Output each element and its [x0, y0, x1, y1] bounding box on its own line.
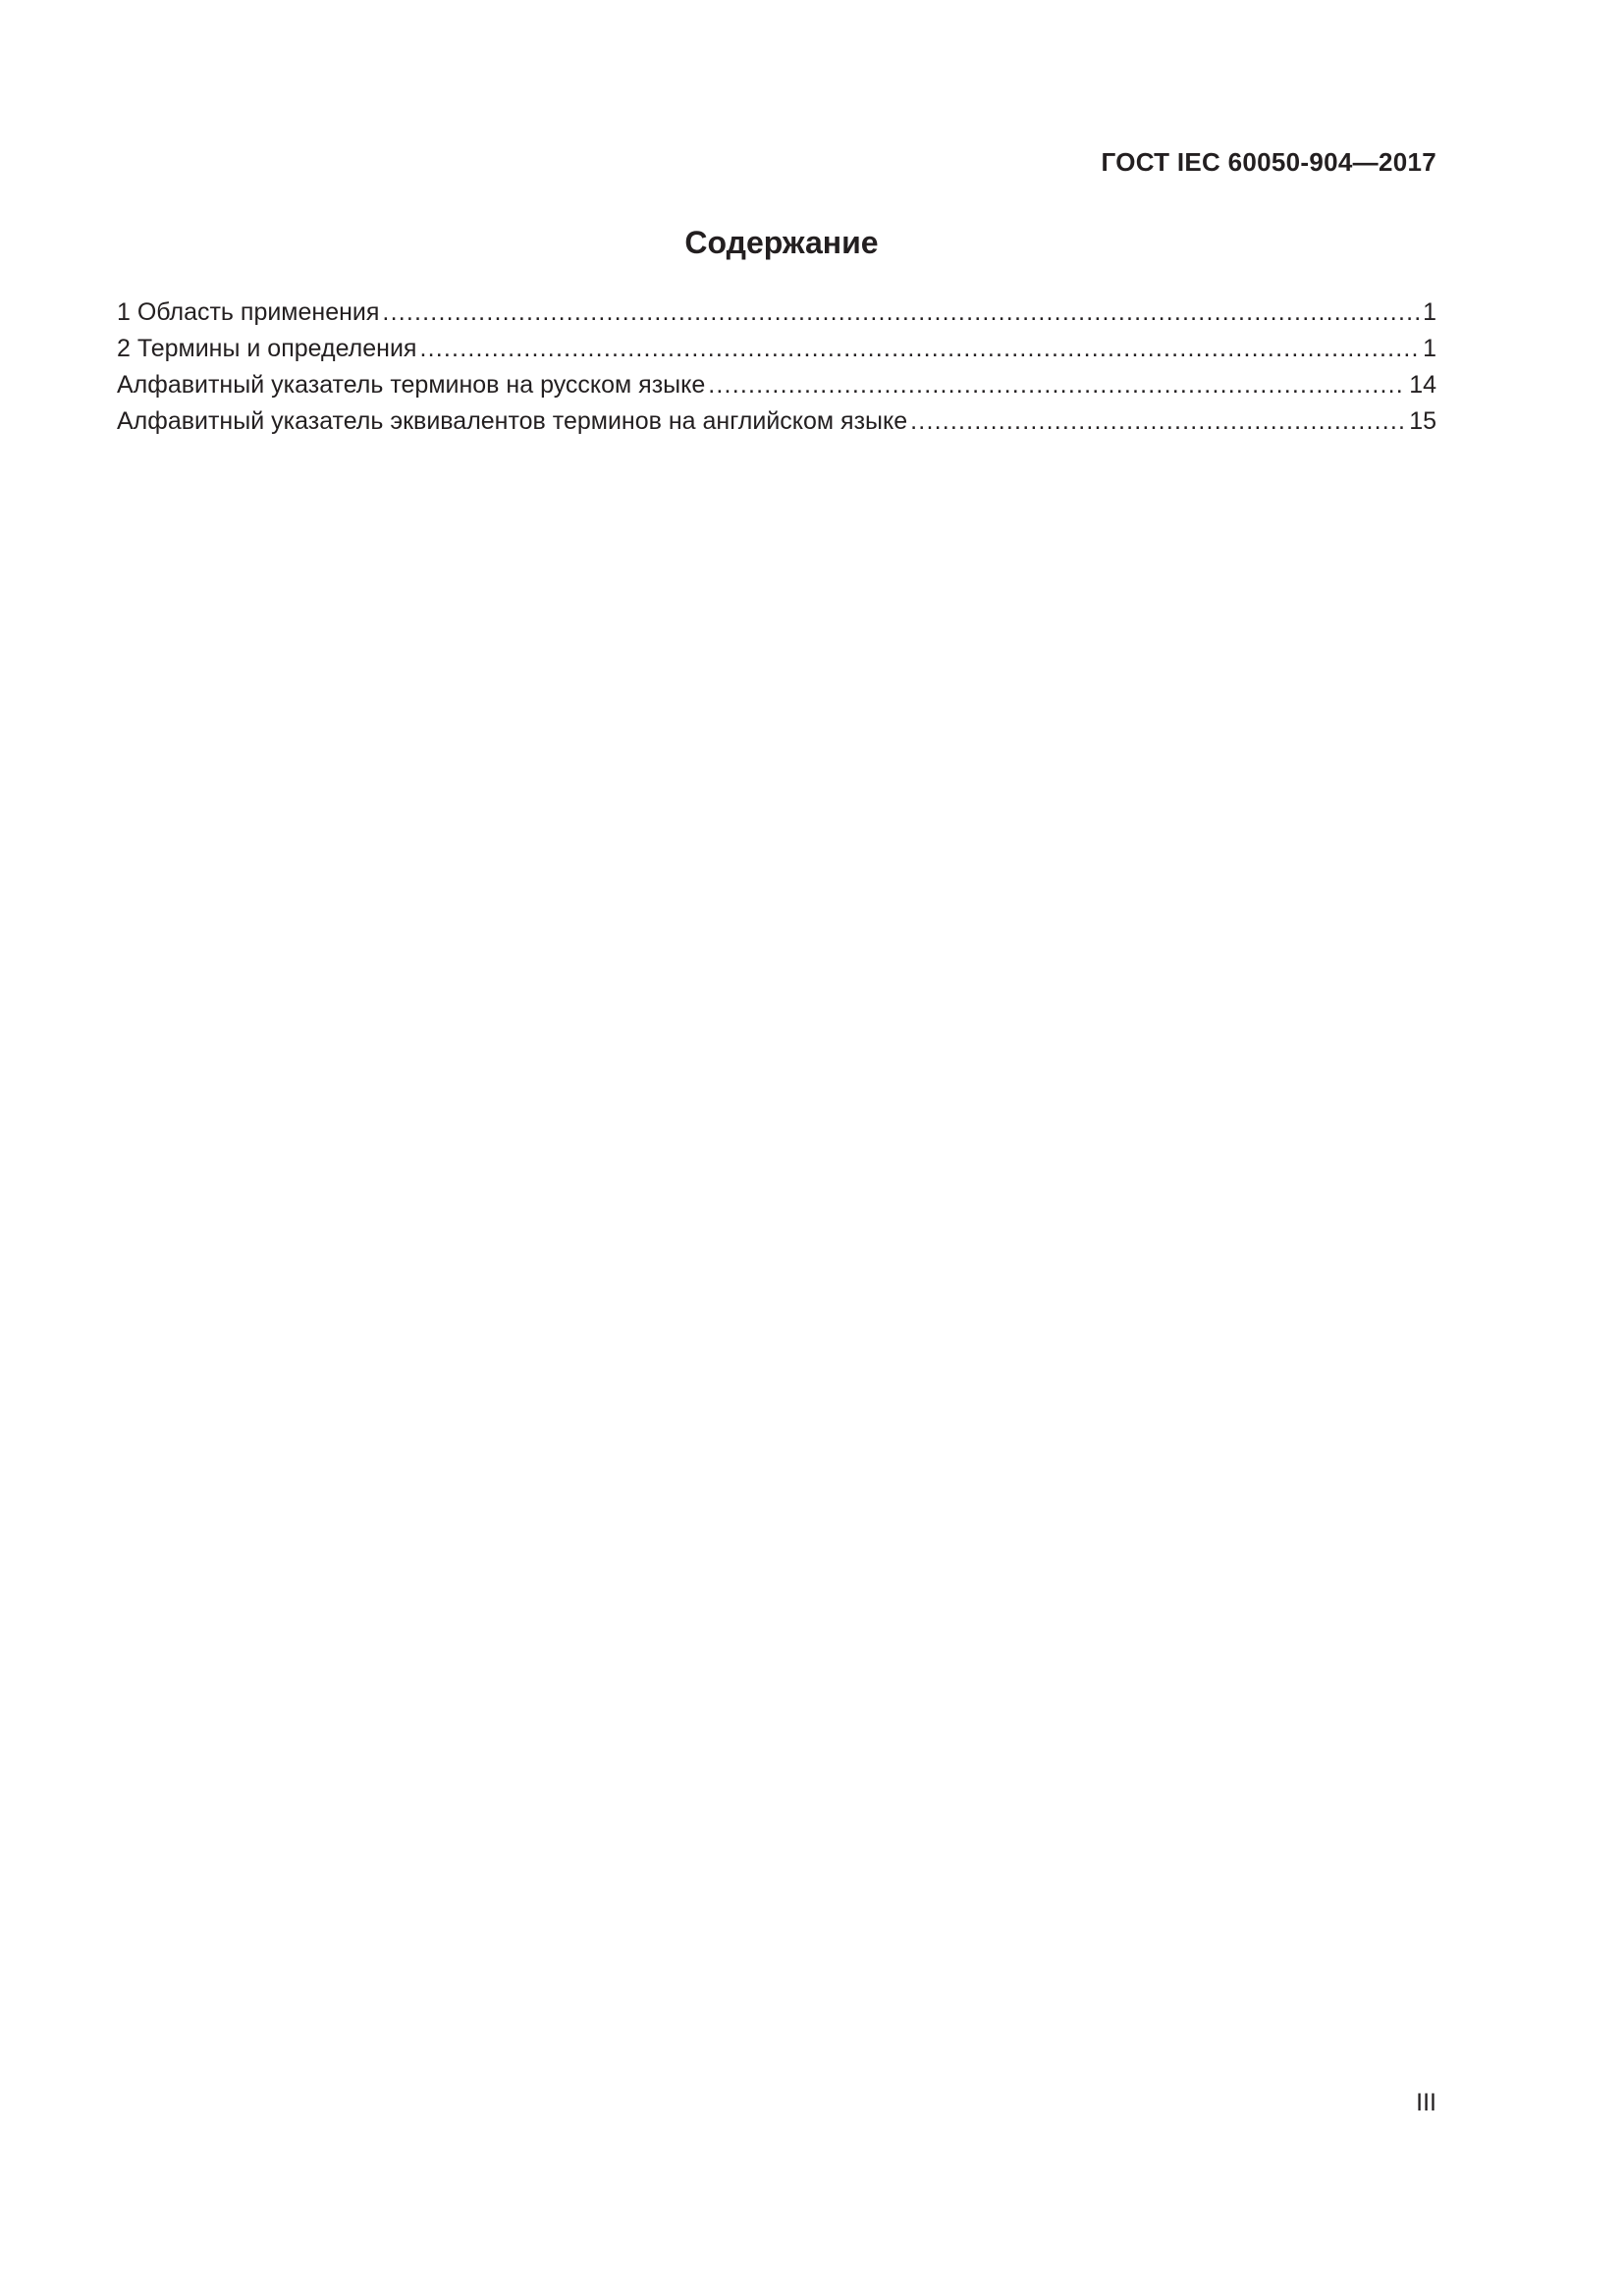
- toc-entry-english-index[interactable]: [117, 403, 1436, 440]
- document-code: ГОСТ IEC 60050-904—2017: [1101, 147, 1436, 177]
- toc-entry-terms-definitions[interactable]: [117, 331, 1436, 367]
- page-number: III: [1416, 2089, 1436, 2116]
- toc-entry-label: Алфавитный указатель терминов на русском языке: [117, 371, 706, 399]
- table-of-contents: [117, 294, 1436, 440]
- toc-dot-leader: [419, 331, 1420, 367]
- toc-entry-label: Алфавитный указатель эквивалентов терминов на английском языке: [117, 407, 908, 435]
- toc-entry-page: 1: [1423, 298, 1436, 326]
- toc-entry-page: 1: [1423, 335, 1436, 362]
- toc-entry-label: 1 Область применения: [117, 298, 380, 326]
- toc-dot-leader: [910, 403, 1406, 440]
- toc-entry-page: 14: [1409, 371, 1436, 399]
- toc-entry-scope[interactable]: [117, 294, 1436, 331]
- toc-dot-leader: [382, 294, 1420, 331]
- toc-dot-leader: [708, 367, 1406, 403]
- toc-entry-page: 15: [1409, 407, 1436, 435]
- toc-entry-russian-index[interactable]: [117, 367, 1436, 403]
- toc-title: Содержание: [684, 225, 879, 260]
- toc-entry-label: 2 Термины и определения: [117, 335, 417, 362]
